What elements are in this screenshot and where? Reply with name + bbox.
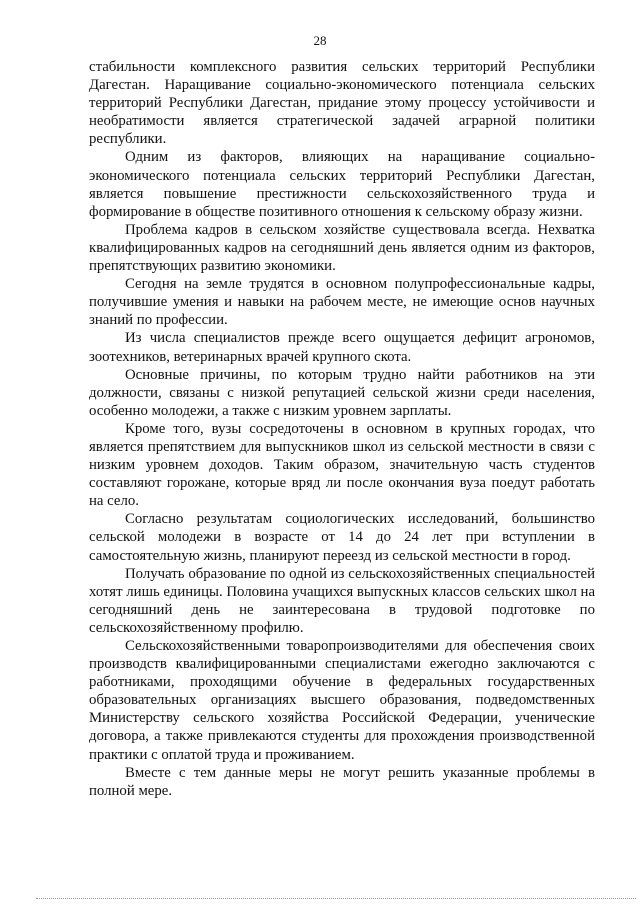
paragraph-continued: стабильности комплексного развития сельских территорий Республики Дагестан. Наращивание социально-экономического потенциала сельских территорий Республики Дагестан, придание этому процессу устойчивости и необратимости является стратегической задачей аграрной политики республики. (89, 59, 595, 148)
page-number: 28 (313, 33, 327, 48)
paragraph: Из числа специалистов прежде всего ощущается дефицит агрономов, зоотехников, ветеринарных врачей крупного скота. (89, 330, 595, 365)
paragraph: Согласно результатам социологических исследований, большинство сельской молодежи в возрасте от 14 до 24 лет при вступлении в самостоятельную жизнь, планируют переезд из сельской местности в город. (89, 511, 595, 564)
paragraph: Получать образование по одной из сельскохозяйственных специальностей хотят лишь единицы. Половина учащихся выпускных классов сельских школ на сегодняшний день не заинтересована в трудовой подготовке по сельскохозяйственному профилю. (89, 565, 596, 636)
paragraph: Вместе с тем данные меры не могут решить указанные проблемы в полной мере. (89, 764, 595, 799)
paragraph: Основные причины, по которым трудно найти работников на эти должности, связаны с низкой репутацией сельской жизни среди населения, особенно молодежи, а также с низким уровнем зарплаты. (89, 366, 595, 419)
scan-edge-line (36, 898, 636, 899)
body-text (89, 58, 595, 800)
paragraph: Одним из факторов, влияющих на наращивание социально-экономического потенциала сельских территорий Республики Дагестан, является повышение престижности сельскохозяйственного труда и формирование в обществе позитивного отношения к сельскому образу жизни. (89, 149, 595, 220)
paragraph: Проблема кадров в сельском хозяйстве существовала всегда. Нехватка квалифицированных кадров на сегодняшний день является одним из факторов, препятствующих развитию экономики. (89, 221, 595, 275)
paragraph: Сельскохозяйственными товаропроизводителями для обеспечения своих производств квалифицированными специалистами ежегодно заключаются с работниками, проходящими обучение в федеральных государственных образовательных организациях высшего образования, подведомственных Министерству сельского хозяйства Российской Федерации, ученические договора, а также привлекаются студенты для прохождения производственной практики с оплатой труда и проживанием. (89, 638, 595, 763)
paragraph: Кроме того, вузы сосредоточены в основном в крупных городах, что является препятствием для выпускников школ из сельской местности в связи с низким уровнем доходов. Таким образом, значительную часть студентов составляют горожане, которые вряд ли после окончания вуза поедут работать на село. (89, 420, 595, 510)
paragraph: Сегодня на земле трудятся в основном полупрофессиональные кадры, получившие умения и навыки на рабочем месте, не имеющие основ научных знаний по профессии. (89, 276, 595, 329)
